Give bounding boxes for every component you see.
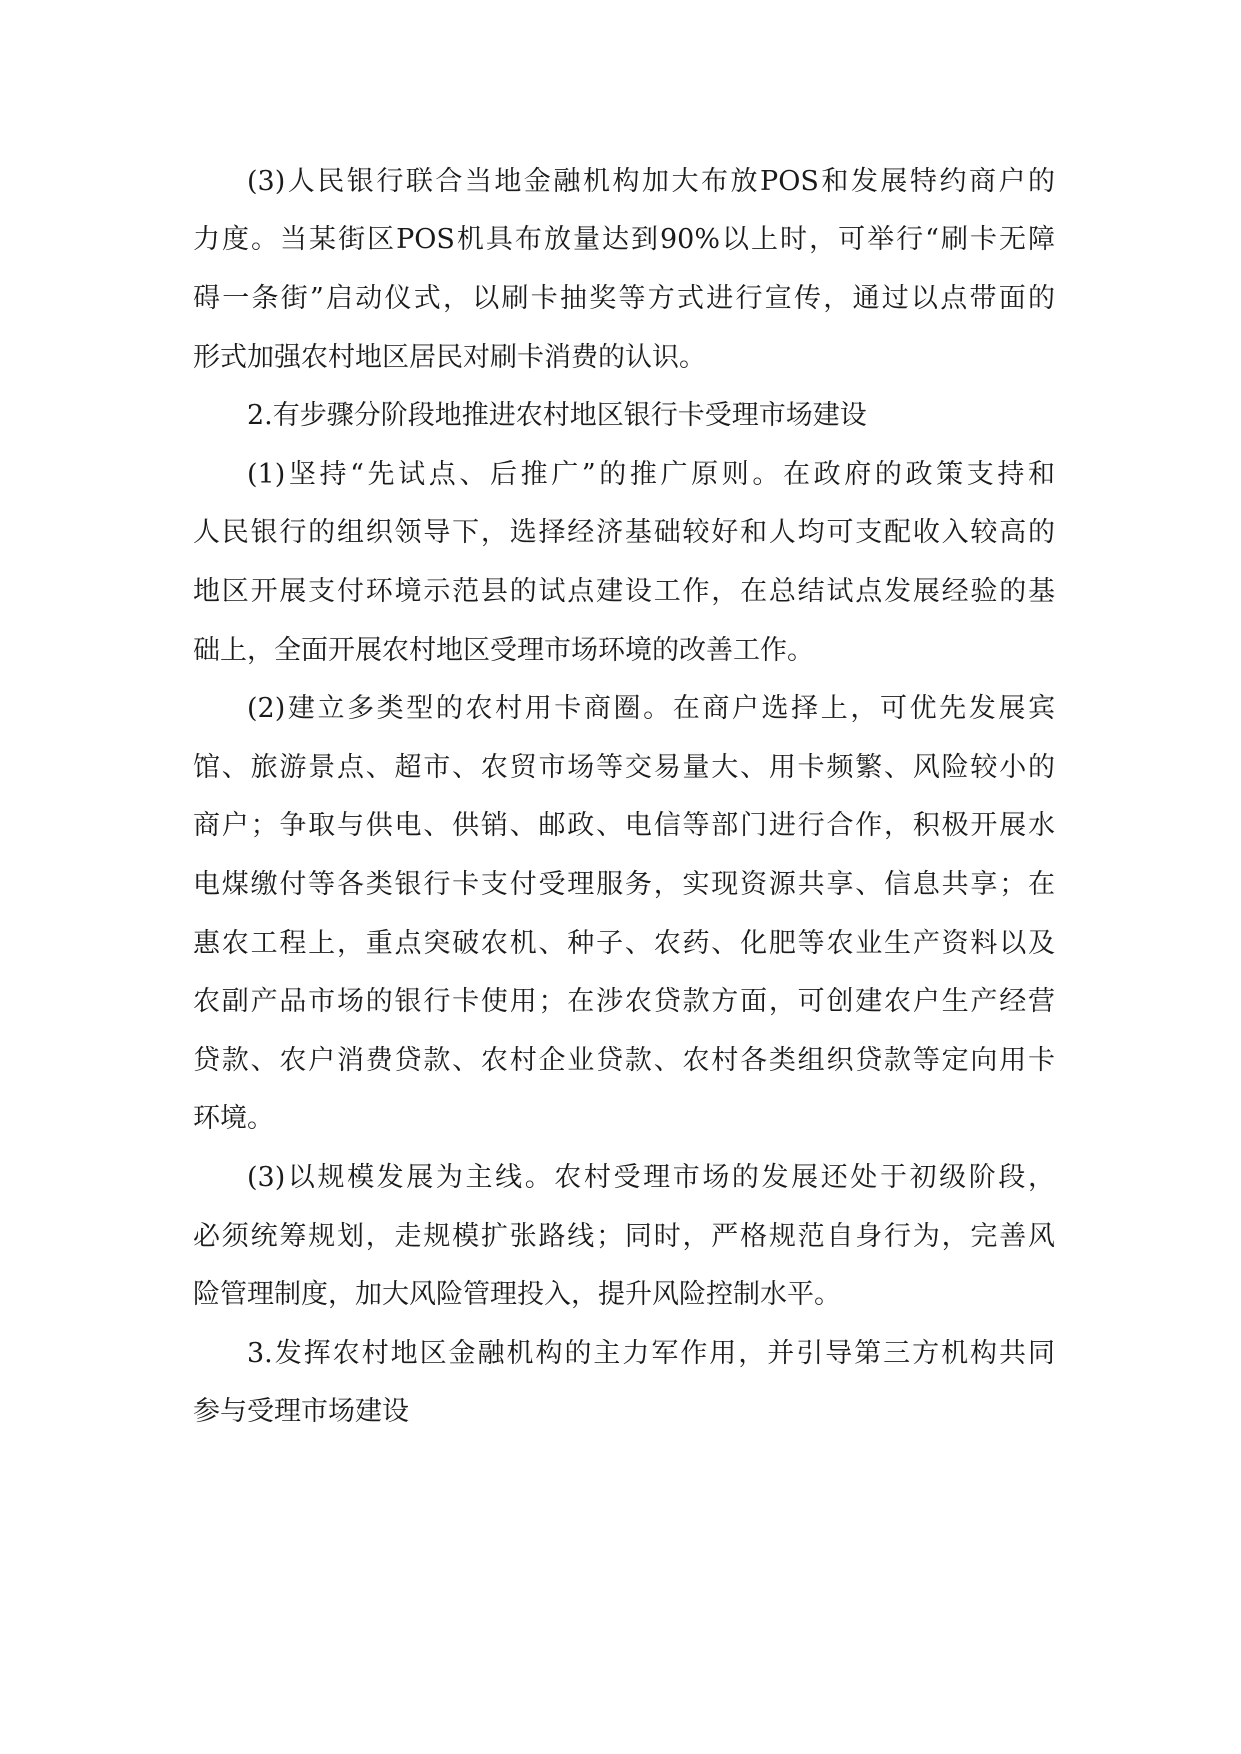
paragraph-1-line-3: 地区开展支付环境示范县的试点建设工作，在总结试点发展经验的基 (193, 576, 1055, 607)
paragraph-3b-line-1: (3)以规模发展为主线。农村受理市场的发展还处于初级阶段， (247, 1162, 1055, 1193)
paragraph-2-line-7: 贷款、农户消费贷款、农村企业贷款、农村各类组织贷款等定向用卡 (193, 1045, 1055, 1076)
paragraph-3b-line-3: 险管理制度，加大风险管理投入，提升风险控制水平。 (193, 1279, 841, 1310)
paragraph-2-line-8: 环境。 (193, 1103, 274, 1134)
paragraph-2-line-5: 惠农工程上，重点突破农机、种子、农药、化肥等农业生产资料以及 (193, 928, 1055, 959)
paragraph-3a-line-3: 碍一条街”启动仪式，以刷卡抽奖等方式进行宣传，通过以点带面的 (193, 283, 1055, 314)
paragraph-3a-line-2: 力度。当某街区POS机具布放量达到90%以上时，可举行“刷卡无障 (193, 224, 1055, 255)
paragraph-2-line-3: 商户；争取与供电、供销、邮政、电信等部门进行合作，积极开展水 (193, 810, 1055, 841)
paragraph-3a-line-1: (3)人民银行联合当地金融机构加大布放POS和发展特约商户的 (247, 166, 1055, 197)
paragraph-2-line-6: 农副产品市场的银行卡使用；在涉农贷款方面，可创建农户生产经营 (193, 986, 1055, 1017)
paragraph-2-line-4: 电煤缴付等各类银行卡支付受理服务，实现资源共享、信息共享；在 (193, 869, 1055, 900)
paragraph-2-line-2: 馆、旅游景点、超市、农贸市场等交易量大、用卡频繁、风险较小的 (193, 752, 1055, 783)
paragraph-1-line-1: (1)坚持“先试点、后推广”的推广原则。在政府的政策支持和 (247, 459, 1055, 490)
section-heading-2: 2.有步骤分阶段地推进农村地区银行卡受理市场建设 (247, 400, 867, 431)
paragraph-2-line-1: (2)建立多类型的农村用卡商圈。在商户选择上，可优先发展宾 (247, 693, 1055, 724)
section-heading-3-line-2: 参与受理市场建设 (193, 1396, 409, 1427)
paragraph-1-line-4: 础上，全面开展农村地区受理市场环境的改善工作。 (193, 635, 814, 666)
paragraph-1-line-2: 人民银行的组织领导下，选择经济基础较好和人均可支配收入较高的 (193, 517, 1055, 548)
paragraph-3b-line-2: 必须统筹规划，走规模扩张路线；同时，严格规范自身行为，完善风 (193, 1221, 1055, 1252)
section-heading-3-line-1: 3.发挥农村地区金融机构的主力军作用，并引导第三方机构共同 (247, 1338, 1055, 1369)
paragraph-3a-line-4: 形式加强农村地区居民对刷卡消费的认识。 (193, 342, 706, 373)
